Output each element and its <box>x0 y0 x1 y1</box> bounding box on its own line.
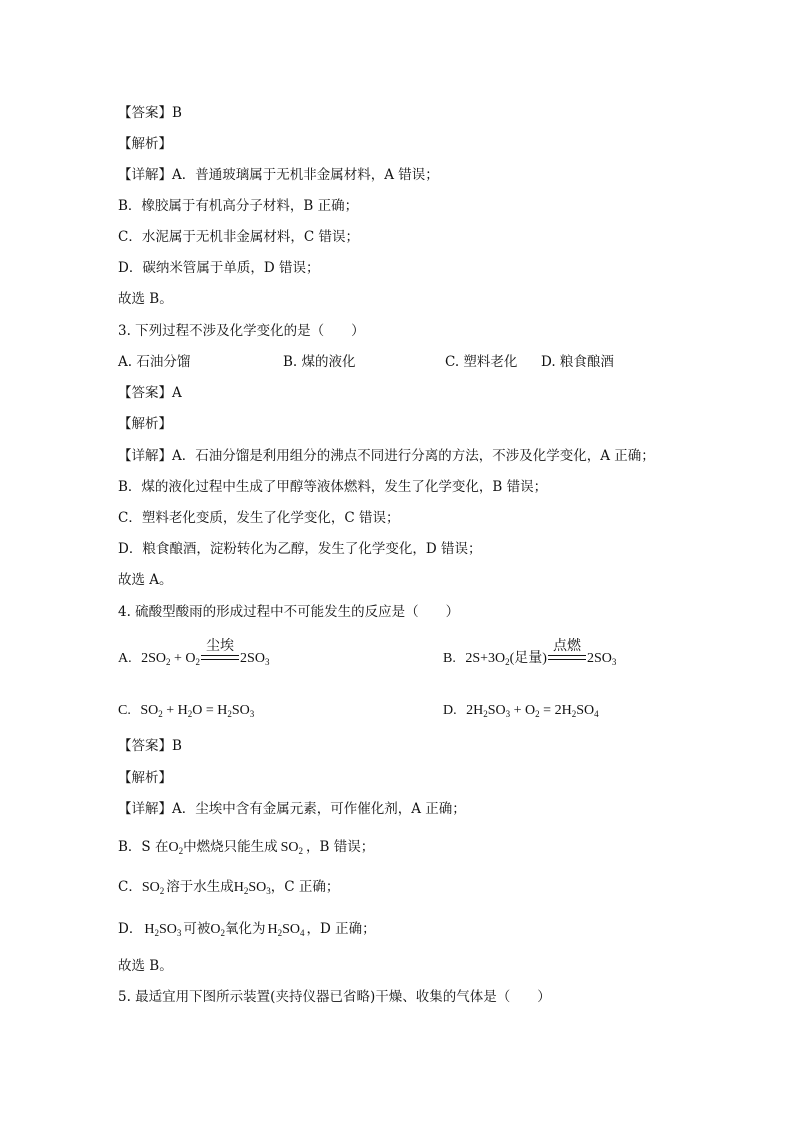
detail-line: 【详解】A．普通玻璃属于无机非金属材料，A 错误； <box>118 167 439 183</box>
reaction-arrow <box>201 638 239 662</box>
option-d: D. 粮食酿酒 <box>541 354 614 370</box>
conclusion-line: 故选 A。 <box>118 572 173 588</box>
analysis-label: 【解析】 <box>118 136 172 152</box>
explanation-line: C．塑料老化变质，发生了化学变化，C 错误； <box>118 510 400 526</box>
question-stem: 3. 下列过程不涉及化学变化的是（ ） <box>118 323 365 339</box>
conclusion-line: 故选 B。 <box>118 958 173 974</box>
answer-label: 【答案】A <box>118 385 182 401</box>
explanation-line: C．水泥属于无机非金属材料，C 错误； <box>118 229 359 245</box>
answer-label: 【答案】B <box>118 738 182 754</box>
reaction-condition: 尘埃 <box>206 638 235 654</box>
reaction-condition: 点燃 <box>552 638 581 654</box>
detail-line: 【详解】A．石油分馏是利用组分的沸点不同进行分离的方法，不涉及化学变化，A 正确； <box>118 448 655 464</box>
question-stem: 4. 硫酸型酸雨的形成过程中不可能发生的反应是（ ） <box>118 604 460 620</box>
option-c: C. 塑料老化 <box>445 354 518 370</box>
option-b: B. 煤的液化 <box>283 354 356 370</box>
explanation-line: D． $H_2SO_3$ 可被$O_2$氧化为 $H_2SO_4$ ，D 正确； <box>118 921 376 938</box>
explanation-line: B．煤的液化过程中生成了甲醇等液体燃料，发生了化学变化，B 错误； <box>118 479 548 495</box>
reaction-arrow <box>548 638 586 662</box>
option-a: A. 石油分馏 <box>118 354 191 370</box>
option-label: D. <box>443 703 457 718</box>
question-stem: 5. 最适宜用下图所示装置(夹持仪器已省略)干燥、收集的气体是（ ） <box>118 989 551 1005</box>
analysis-label: 【解析】 <box>118 770 172 786</box>
excess-note: (足量) <box>509 651 547 666</box>
explanation-line: B．橡胶属于有机高分子材料，B 正确； <box>118 198 359 214</box>
analysis-label: 【解析】 <box>118 416 172 432</box>
explanation-line: D．碳纳米管属于单质，D 错误； <box>118 260 320 276</box>
answer-label: 【答案】B <box>118 105 182 121</box>
option-label: C. <box>118 703 131 718</box>
option-label: A. <box>118 651 132 666</box>
option-c: C. $SO_2 + H_2O = H_2SO_3$ <box>118 703 255 719</box>
conclusion-line: 故选 B。 <box>118 291 173 307</box>
option-label: B. <box>443 651 456 666</box>
option-d: D. $2H_2SO_3 + O_2 = 2H_2SO_4$ <box>443 703 599 719</box>
explanation-line: B．S 在$O_2$中燃烧只能生成 $SO_2$ ，B 错误； <box>118 839 375 856</box>
explanation-line: D．粮食酿酒，淀粉转化为乙醇，发生了化学变化，D 错误； <box>118 541 482 557</box>
detail-line: 【详解】A．尘埃中含有金属元素，可作催化剂，A 正确； <box>118 801 466 817</box>
explanation-line: C．$SO_2$ 溶于水生成$H_2SO_3$，C 正确； <box>118 879 340 896</box>
option-a: A. $2SO_2 + O_2$ 尘埃 $2SO_3$ <box>118 638 270 667</box>
option-b: B. $2S+3O_2$(足量) 点燃 $2SO_3$ <box>443 638 617 667</box>
